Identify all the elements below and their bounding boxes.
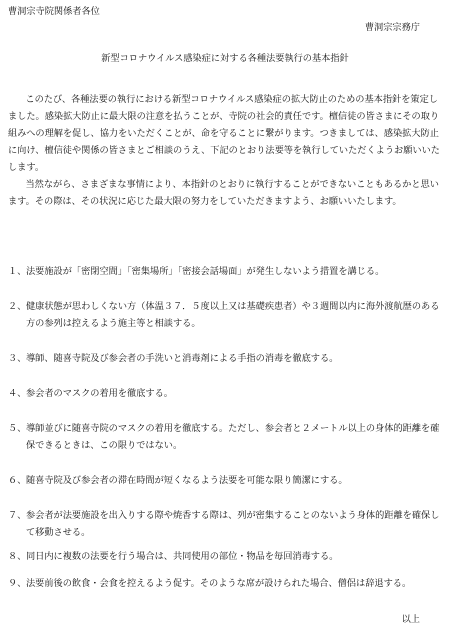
- sender-line: 曹洞宗宗務庁: [364, 22, 420, 33]
- guideline-item-8: [8, 548, 440, 565]
- item-text: 健康状態が思わしくない方（体温３７．５度以上又は基礎疾患者）や３週間以内に海外渡航歴のある方の参列は控えるよう施主等と相談する。: [26, 301, 440, 329]
- guideline-item-1: [8, 263, 440, 280]
- item-number: ２、: [8, 301, 27, 312]
- intro-paragraph: 当然ながら、さまざまな事情により、本指針のとおりに執行することができないこともあるかと思います。その際は、その状況に応じた最大限の努力をしていただきますよう、お願いいたします。: [8, 179, 439, 207]
- item-number: ７、: [8, 510, 27, 521]
- guideline-item-2: [8, 298, 440, 332]
- intro-paragraph: このたび、各種法要の執行における新型コロナウイルス感染症の拡大防止のための基本指針を策定しました。感染拡大防止に最大限の注意を払うことが、寺院の社会的責任です。檀信徒の皆さまにその取り組みへの理解を促し、協力をいただくことが、命を守ることに繋がります。つきましては、感染拡大防止に向け、檀信徒や関係の皆さまとご相談のうえ、下記のとおり法要等を執行していただくようお願いいたします。: [8, 94, 440, 173]
- guideline-item-9: [8, 575, 440, 592]
- closing-mark: 以上: [401, 614, 420, 625]
- item-number: ８、: [8, 551, 27, 562]
- item-text: 導師並びに随喜寺院のマスクの着用を徹底する。ただし、参会者と２メートル以上の身体的距離を確保できるときは、この限りではない。: [26, 423, 440, 451]
- intro-section: [8, 91, 440, 210]
- guideline-item-5: [8, 420, 440, 454]
- item-number: ９、: [8, 578, 27, 589]
- guideline-item-6: [8, 472, 440, 489]
- item-number: ４、: [8, 388, 27, 399]
- guideline-item-4: [8, 385, 440, 402]
- recipient-line: 曹洞宗寺院関係者各位: [8, 6, 100, 17]
- item-number: ３、: [8, 353, 27, 364]
- item-text: 同日内に複数の法要を行う場合は、共同使用の部位・物品を毎回消毒する。: [26, 551, 339, 562]
- item-text: 導師、随喜寺院及び参会者の手洗いと消毒剤による手指の消毒を徹底する。: [26, 353, 339, 364]
- item-text: 参会者のマスクの着用を徹底する。: [26, 388, 173, 399]
- item-text: 法要前後の飲食・会食を控えるよう促す。そのような席が設けられた場合、僧侶は辞退する。: [26, 578, 412, 589]
- item-number: ６、: [8, 475, 27, 486]
- guideline-item-7: [8, 507, 440, 541]
- guideline-item-3: [8, 350, 440, 367]
- item-number: １、: [8, 266, 27, 277]
- item-number: ５、: [8, 423, 27, 434]
- item-text: 参会者が法要施設を出入りする際や焼香する際は、列が密集することのないよう身体的距離を確保して移動させる。: [26, 510, 440, 538]
- document-title: 新型コロナウイルス感染症に対する各種法要執行の基本指針: [101, 53, 349, 64]
- item-text: 随喜寺院及び参会者の滞在時間が短くなるよう法要を可能な限り簡潔にする。: [26, 475, 348, 486]
- item-text: 法要施設が「密閉空間」「密集場所」「密接会話場面」が発生しないよう措置を講じる。: [26, 266, 385, 277]
